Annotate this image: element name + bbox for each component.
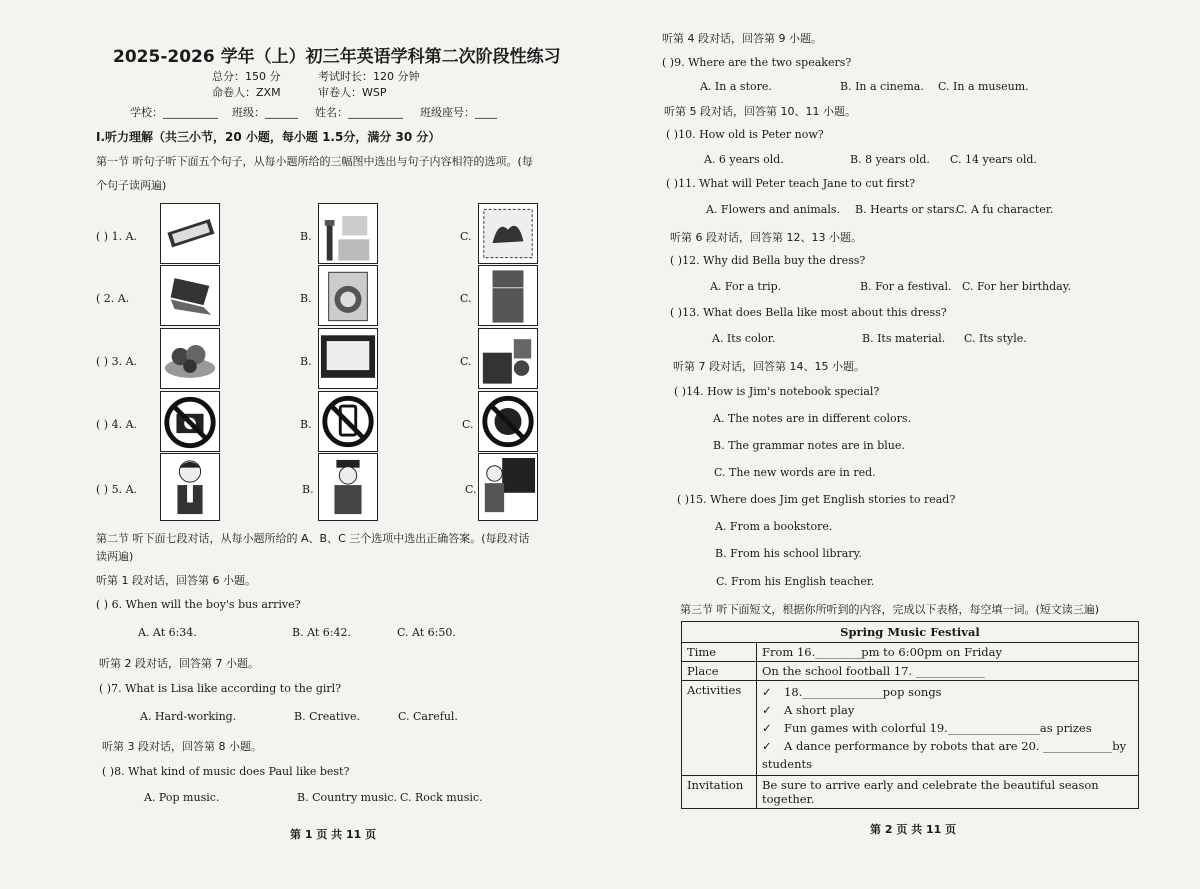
question-15: ( )15. Where does Jim get English stories to read? (677, 493, 956, 506)
question-6: ( ) 6. When will the boy's bus arrive? (96, 598, 301, 611)
activities-label: Activities (682, 681, 757, 776)
activity-item (762, 737, 1133, 773)
q14-option-a: A. The notes are in different colors. (713, 412, 912, 425)
q11-option-b: B. Hearts or stars. (855, 203, 958, 216)
q6-option-c: C. At 6:50. (397, 626, 456, 639)
q5-c-picture-teacher (478, 453, 538, 521)
question-12: ( )12. Why did Bella buy the dress? (670, 254, 866, 267)
q5-label: ( ) 5. A. (96, 483, 138, 496)
q1-c-picture-stamp (478, 203, 538, 264)
page2-footer: 第 2 页 共 11 页 (870, 823, 957, 836)
q15-option-b: B. From his school library. (715, 547, 862, 560)
q4-c-picture-no-talking (478, 391, 538, 452)
invitation-label: Invitation (682, 776, 757, 809)
time-label: Time (682, 643, 757, 662)
check-icon: ✓ (762, 685, 772, 699)
q4-b-picture-no-phone (318, 391, 378, 452)
check-icon: ✓ (762, 721, 772, 735)
dialogue-7-instruction: 听第 7 段对话，回答第 14、15 小题。 (673, 360, 865, 373)
school-field: 学校：__________ (130, 106, 218, 119)
q7-option-a: A. Hard-working. (140, 710, 237, 723)
q9-option-b: B. In a cinema. (840, 80, 924, 93)
activity-item (762, 683, 1133, 701)
q2-c-label: C. (460, 292, 472, 305)
q1-c-label: C. (460, 230, 472, 243)
invitation-value: Be sure to arrive early and celebrate the beautiful season together. (757, 776, 1139, 809)
q7-option-c: C. Careful. (398, 710, 458, 723)
page-title: 2025-2026 学年（上）初三年英语学科第二次阶段性练习 (113, 47, 561, 67)
q14-option-c: C. The new words are in red. (714, 466, 876, 479)
q4-label: ( ) 4. A. (96, 418, 138, 431)
q9-option-a: A. In a store. (700, 80, 772, 93)
section2-instruction: 第二节 听下面七段对话，从每小题所给的 A、B、C 三个选项中选出正确答案。(每段对话 (96, 532, 530, 545)
q12-option-a: A. For a trip. (710, 280, 782, 293)
q8-option-a: A. Pop music. (144, 791, 220, 804)
q10-option-a: A. 6 years old. (704, 153, 784, 166)
q10-option-b: B. 8 years old. (850, 153, 930, 166)
question-7: ( )7. What is Lisa like according to the girl? (99, 682, 342, 695)
section1-instruction-cont: 个句子读两遍) (96, 179, 167, 192)
q2-c-picture-fridge (478, 265, 538, 326)
q3-c-picture-tv-room (478, 328, 538, 389)
q3-label: ( ) 3. A. (96, 355, 138, 368)
q15-option-a: A. From a bookstore. (715, 520, 833, 533)
q7-option-b: B. Creative. (294, 710, 360, 723)
q3-b-label: B. (300, 355, 312, 368)
activity-item (762, 701, 1133, 719)
dialogue-6-instruction: 听第 6 段对话，回答第 12、13 小题。 (670, 231, 862, 244)
q8-option-c: C. Rock music. (400, 791, 483, 804)
dialogue-5-instruction: 听第 5 段对话，回答第 10、11 小题。 (664, 105, 856, 118)
activity-text: 18.______________pop songs (784, 685, 942, 699)
q5-b-picture-police (318, 453, 378, 521)
q1-b-picture-tower (318, 203, 378, 264)
activity-text: Fun games with colorful 19.________________as prizes (784, 721, 1092, 735)
q13-option-b: B. Its material. (862, 332, 946, 345)
class-field: 班级：______ (232, 106, 298, 119)
q14-option-b: B. The grammar notes are in blue. (713, 439, 905, 452)
time-value: From 16.________pm to 6:00pm on Friday (757, 643, 1139, 662)
q2-b-picture-washer (318, 265, 378, 326)
activity-item (762, 719, 1133, 737)
section1-instruction: 第一节 听句子听下面五个句子，从每小题所给的三幅图中选出与句子内容相符的选项。(每 (96, 155, 533, 168)
q2-a-picture-laptop (160, 265, 220, 326)
place-label: Place (682, 662, 757, 681)
q1-label: ( ) 1. A. (96, 230, 138, 243)
question-13: ( )13. What does Bella like most about this dress? (670, 306, 947, 319)
q4-c-label: C. (462, 418, 474, 431)
section3-instruction: 第三节 听下面短文，根据你所听到的内容，完成以下表格，每空填一词。(短文读三遍) (680, 603, 1100, 616)
q3-b-picture-screen (318, 328, 378, 389)
q12-option-c: C. For her birthday. (962, 280, 1071, 293)
part1-heading: I.听力理解（共三小节，20 小题，每小题 1.5分，满分 30 分） (96, 130, 441, 144)
q6-option-b: B. At 6:42. (292, 626, 351, 639)
question-9: ( )9. Where are the two speakers? (662, 56, 852, 69)
question-10: ( )10. How old is Peter now? (666, 128, 824, 141)
question-14: ( )14. How is Jim's notebook special? (674, 385, 880, 398)
q3-c-label: C. (460, 355, 472, 368)
activity-text: A dance performance by robots that are 20. ____________by students (762, 739, 1127, 771)
q10-option-c: C. 14 years old. (950, 153, 1037, 166)
q2-label: ( 2. A. (96, 292, 130, 305)
question-11: ( )11. What will Peter teach Jane to cut first? (666, 177, 916, 190)
q4-b-label: B. (300, 418, 312, 431)
dialogue-2-instruction: 听第 2 段对话，回答第 7 小题。 (99, 657, 259, 670)
dialogue-1-instruction: 听第 1 段对话，回答第 6 小题。 (96, 574, 256, 587)
exam-duration: 考试时长：120 分钟 (318, 70, 420, 83)
festival-table (681, 621, 1139, 809)
activities-list (757, 681, 1139, 776)
q12-option-b: B. For a festival. (860, 280, 952, 293)
q6-option-a: A. At 6:34. (138, 626, 197, 639)
q4-a-picture-no-camera (160, 391, 220, 452)
q1-a-picture-ticket (160, 203, 220, 264)
q5-c-label: C. (465, 483, 477, 496)
seat-field: 班级座号：____ (420, 106, 497, 119)
q3-a-picture-food (160, 328, 220, 389)
festival-table-title: Spring Music Festival (682, 622, 1139, 643)
q8-option-b: B. Country music. (297, 791, 398, 804)
q2-b-label: B. (300, 292, 312, 305)
q9-option-c: C. In a museum. (938, 80, 1029, 93)
section2-instruction-cont: 读两遍) (96, 550, 134, 563)
total-score: 总分：150 分 (212, 70, 281, 83)
page1-footer: 第 1 页 共 11 页 (290, 828, 377, 841)
q5-a-picture-man (160, 453, 220, 521)
name-field: 姓名：__________ (315, 106, 403, 119)
check-icon: ✓ (762, 739, 772, 753)
dialogue-4-instruction: 听第 4 段对话，回答第 9 小题。 (662, 32, 822, 45)
q11-option-a: A. Flowers and animals. (706, 203, 841, 216)
q13-option-a: A. Its color. (712, 332, 776, 345)
place-value: On the school football 17. ____________ (757, 662, 1139, 681)
q5-b-label: B. (302, 483, 314, 496)
q15-option-c: C. From his English teacher. (716, 575, 875, 588)
q13-option-c: C. Its style. (964, 332, 1027, 345)
author: 命卷人：ZXM (212, 86, 281, 99)
activity-text: A short play (784, 703, 855, 717)
check-icon: ✓ (762, 703, 772, 717)
dialogue-3-instruction: 听第 3 段对话，回答第 8 小题。 (102, 740, 262, 753)
q1-b-label: B. (300, 230, 312, 243)
q11-option-c: C. A fu character. (956, 203, 1054, 216)
question-8: ( )8. What kind of music does Paul like best? (102, 765, 350, 778)
reviewer: 审卷人：WSP (318, 86, 387, 99)
